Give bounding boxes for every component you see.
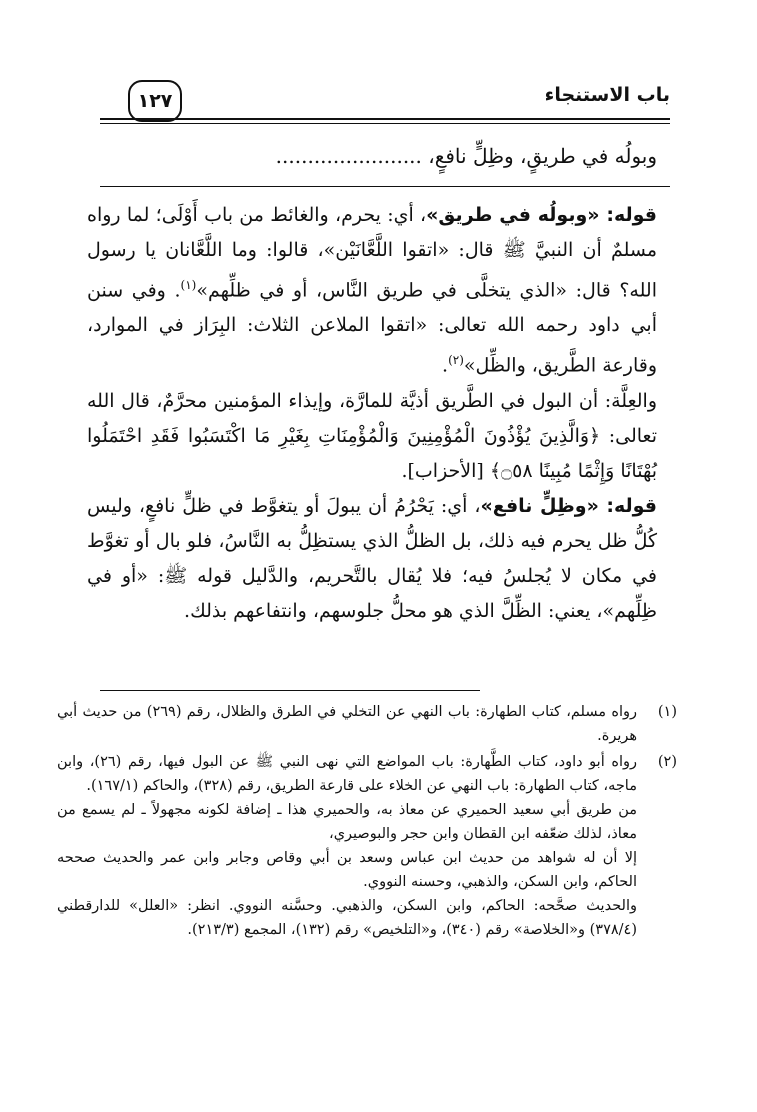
footnote-number: (١) [657,704,677,720]
paragraph-1 [87,198,657,384]
paragraph-3-text: ، أي: يَحْرُمُ أن يبولَ أو يتغوَّط في ظلٍّ نافعٍ، وليس كُلُّ ظل يحرم فيه ذلك، بل الظلُّ الذي يستظِلُّ به النَّاسُ، فلو بال أو تغوَّط في مكان لا يُجلسُ فيه؛ فلا يُقال بالتَّحريم، والدَّليل قوله ﷺ: «أو في ظِلِّهم»، يعني: الظِّلَّ الذي هو محلُّ جلوسهم، وانتفاعهم بذلك. [87,494,657,622]
footnote-1 [57,700,677,748]
header-rule-thin [100,123,670,124]
paragraph-1-label: قوله: «وبولُه في طريق» [426,204,657,226]
paragraph-3-label: قوله: «وظِلٍّ نافع» [480,494,657,517]
paragraph-1-end: . [442,354,449,377]
matn-text: وبولُه في طريقٍ، وظِلٍّ نافعٍ، [428,144,657,168]
footnote-body [57,700,637,748]
paragraph-3 [87,489,657,629]
commentary-body [87,198,657,629]
page-number [128,80,182,122]
footnotes [57,700,677,944]
footnote-paragraph: من طريق أبي سعيد الحميري عن معاذ به، والحميري هذا ـ إضافة لكونه مجهولاً ـ لم يسمع من معاذ، لذلك ضعّفه ابن القطان وابن حجر والبوصيري، [57,802,637,842]
footnote-number: (٢) [657,754,677,770]
footnote-paragraph: إلا أن له شواهد من حديث ابن عباس وسعد بن أبي وقاص وجابر وابن عمر والحديث صححه الحاكم، وابن السكن، والذهبي، وحسنه النووي. [57,850,637,890]
page-header [100,80,670,124]
page-number-text: ١٢٧ [137,90,173,112]
footnote-separator [100,690,480,691]
footnote-paragraph: رواه أبو داود، كتاب الطَّهارة: باب المواضع التي نهى النبي ﷺ عن البول فيها، رقم (٢٦)، وابن ماجه، كتاب الطهارة: باب النهي عن الخلاء على قارعة الطريق، رقم (٣٢٨)، والحاكم (١٦٧/١). [57,754,637,794]
matn-dots: ....................... [275,144,422,168]
paragraph-1-text: ، أي: يحرم، والغائط من باب أَوْلَى؛ لما رواه مسلمٌ أن النبيَّ ﷺ قال: «اتقوا اللَّعَّانَيْن»، قالوا: وما اللَّعَّانان يا رسول الله؟ قال: «الذي يتخلَّى في طريق النَّاس، أو في ظلِّهم» [87,204,657,302]
matn-separator [100,186,670,187]
footnote-ref-1: (١) [180,278,197,292]
chapter-title: باب الاستنجاء [544,84,670,106]
paragraph-1-text-2: . وفي سنن أبي داود رحمه الله تعالى: «اتقوا الملاعن الثلاث: البِرَاز في الموارد، وقارعة الطَّريق، والظِّل» [87,279,657,377]
footnote-2 [57,750,677,942]
footnote-body [57,750,637,942]
footnote-paragraph: رواه مسلم، كتاب الطهارة: باب النهي عن التخلي في الطرق والظلال، رقم (٢٦٩) من حديث أبي هريرة. [57,704,637,744]
matn-line [87,140,657,172]
footnote-paragraph: والحديث صحَّحه: الحاكم، وابن السكن، والذهبي. وحسَّنه النووي. انظر: «العلل» للدارقطني (٣٧٨/٤) و«الخلاصة» رقم (٣٤٠)، و«التلخيص» رقم (١٣٢)، المجمع (٢١٣/٣). [57,898,637,938]
paragraph-2: والعِلَّة: أن البول في الطَّريق أذيَّة للمارَّة، وإيذاء المؤمنين محرَّمٌ، قال الله تعالى: ﴿وَالَّذِينَ يُؤْذُونَ الْمُؤْمِنِينَ وَالْمُؤْمِنَاتِ بِغَيْرِ مَا اكْتَسَبُوا فَقَدِ احْتَمَلُوا بُهْتَانًا وَإِثْمًا مُبِينًا ۝٥٨﴾ [الأحزاب]. [87,389,657,482]
header-rule-thick [100,118,670,120]
footnote-ref-2: (٢) [448,353,464,368]
